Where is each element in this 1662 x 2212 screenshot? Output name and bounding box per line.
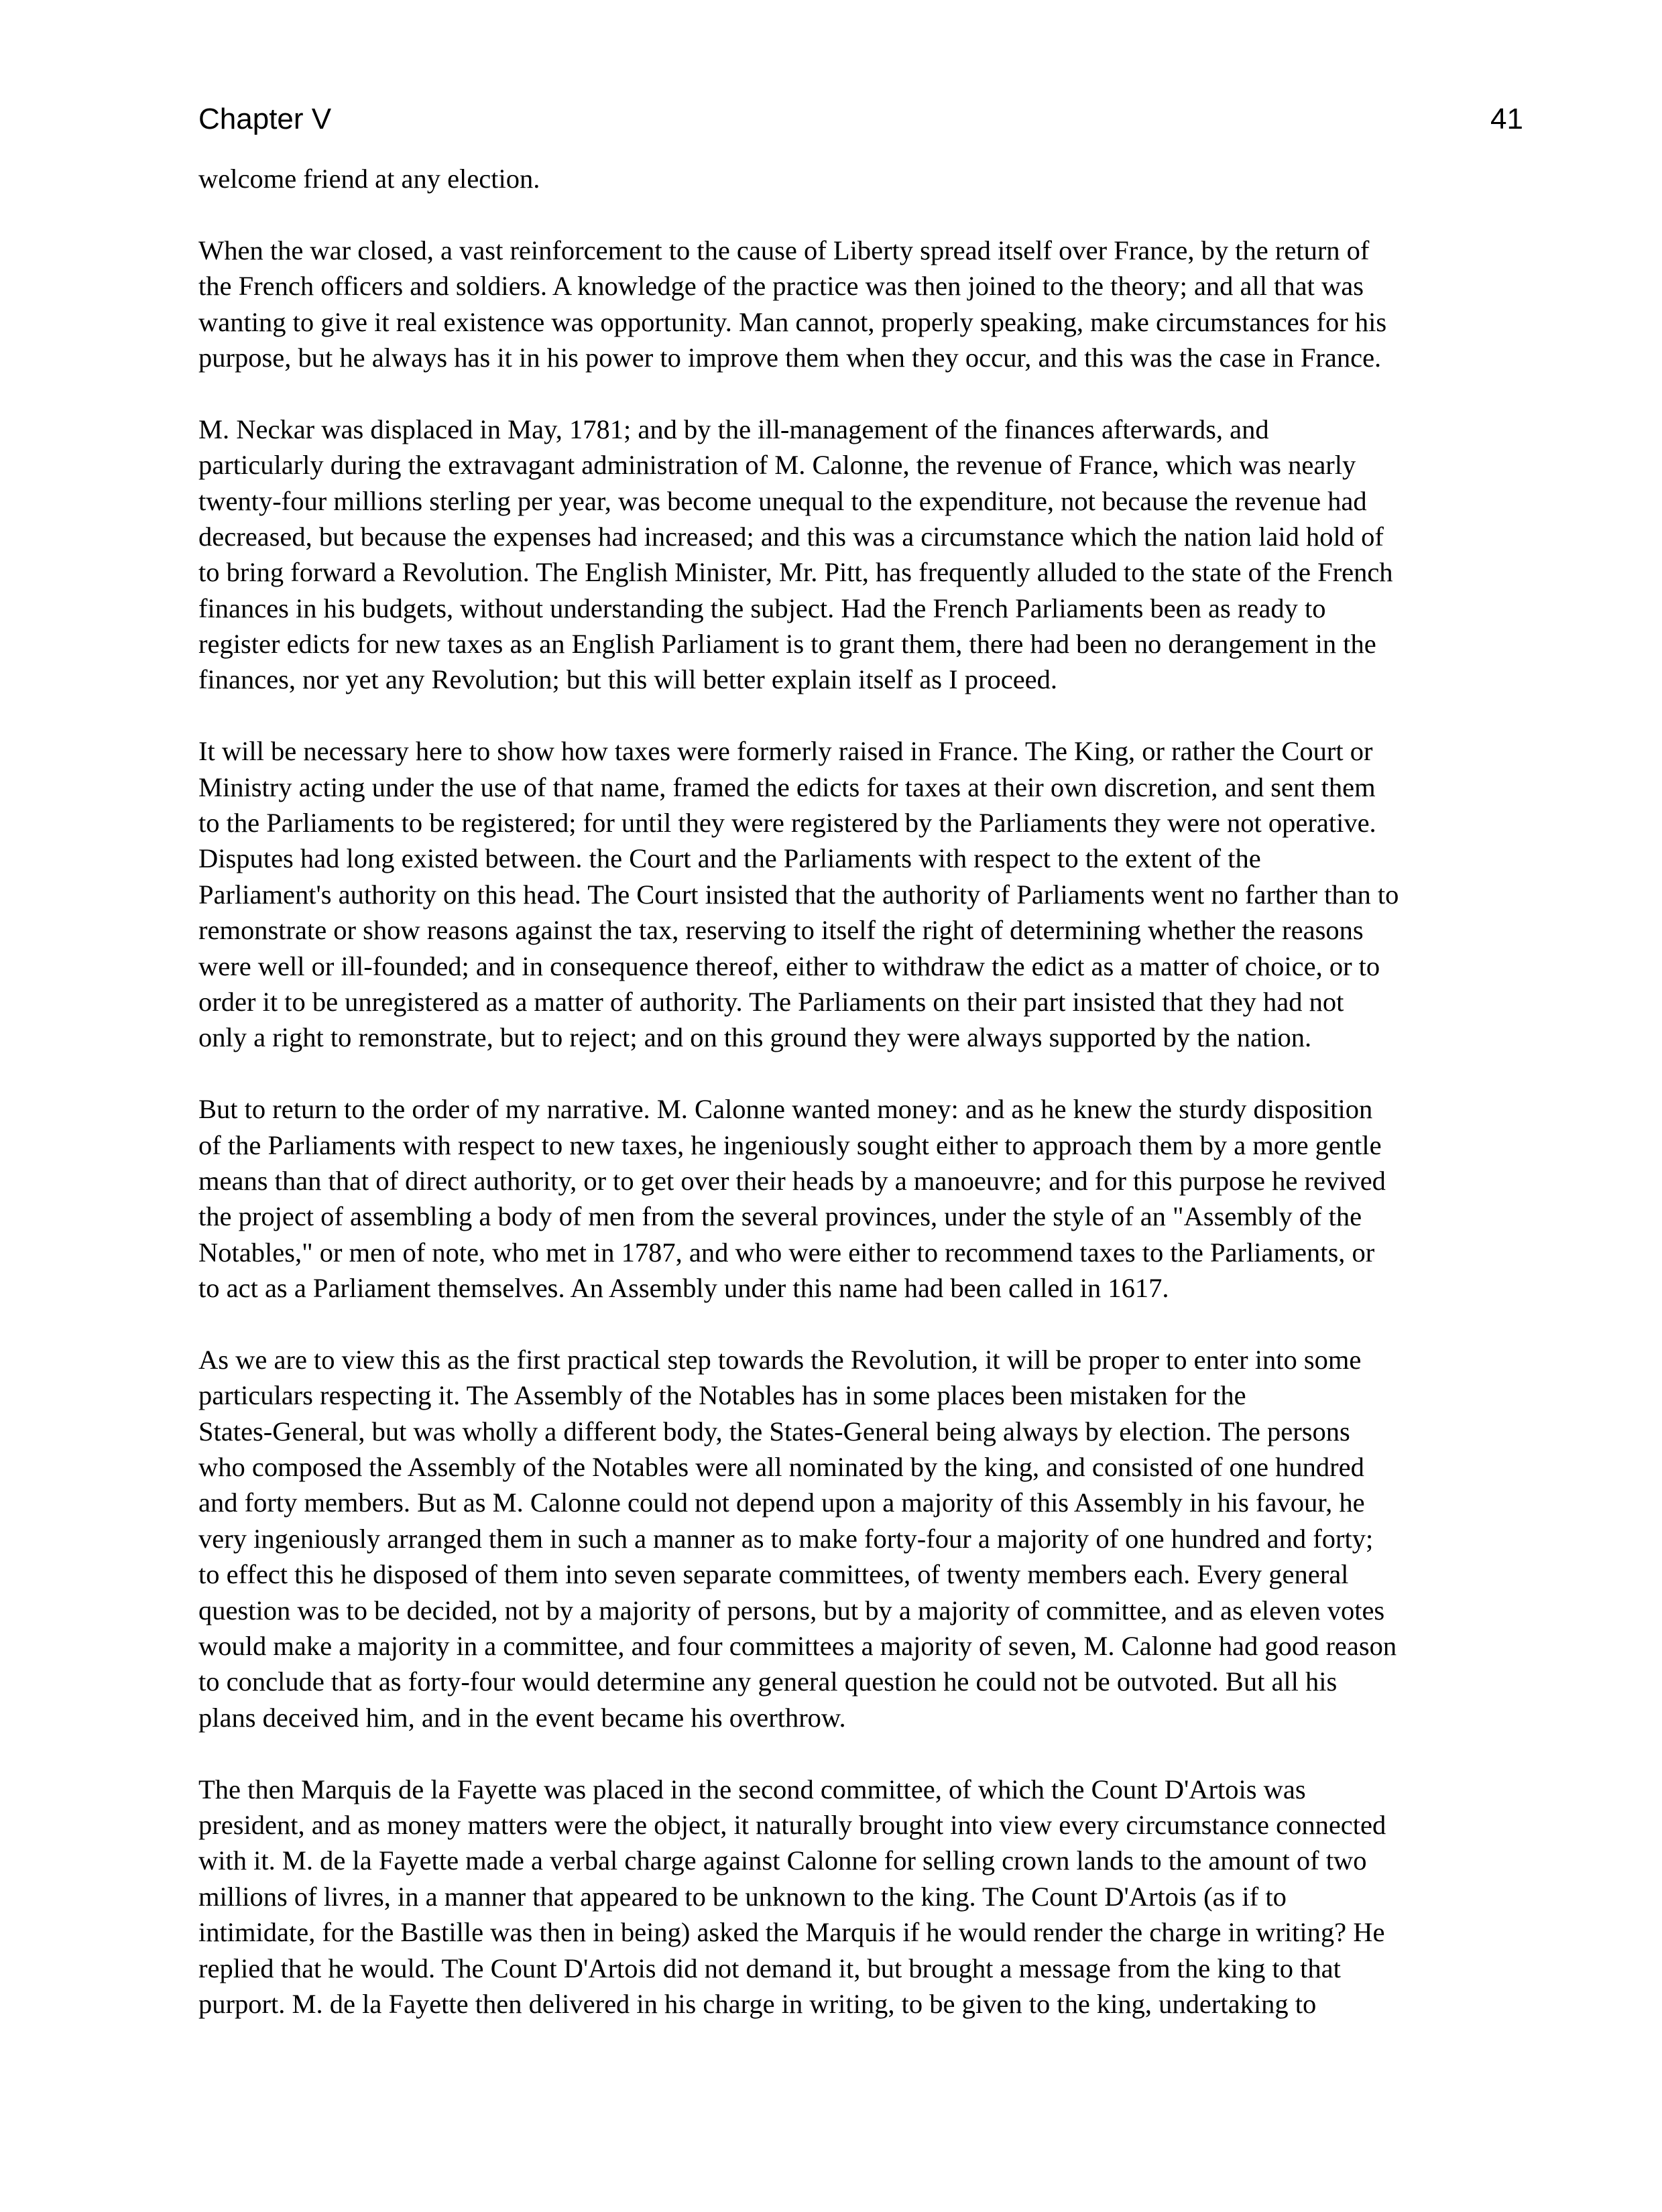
- paragraph: [198, 1772, 1523, 2022]
- text-line: M. Neckar was displaced in May, 1781; and by the ill-management of the finances afterwards, and: [198, 414, 1269, 444]
- text-line: the French officers and soldiers. A knowledge of the practice was then joined to the theory; and all that was: [198, 271, 1364, 302]
- text-line: were well or ill-founded; and in consequence thereof, either to withdraw the edict as a matter of choice, or to: [198, 950, 1380, 981]
- text-line: When the war closed, a vast reinforcement to the cause of Liberty spread itself over France, by the return of: [198, 235, 1370, 265]
- text-line: to bring forward a Revolution. The English Minister, Mr. Pitt, has frequently alluded to the state of the French: [198, 557, 1393, 588]
- paragraph: [198, 1342, 1523, 1735]
- text-line: Notables," or men of note, who met in 1787, and who were either to recommend taxes to the Parliaments, or: [198, 1237, 1375, 1268]
- text-line: millions of livres, in a manner that appeared to be unknown to the king. The Count D'Artois (as if to: [198, 1881, 1287, 1912]
- text-line: the project of assembling a body of men from the several provinces, under the style of an "Assembly of the: [198, 1201, 1362, 1232]
- text-line: wanting to give it real existence was opportunity. Man cannot, properly speaking, make circumstances for his: [198, 306, 1387, 337]
- text-line: purpose, but he always has it in his power to improve them when they occur, and this was the case in France.: [198, 342, 1382, 373]
- paragraph: [198, 412, 1523, 698]
- paragraph: [198, 161, 1523, 196]
- paragraph: [198, 233, 1523, 376]
- text-line: replied that he would. The Count D'Artois did not demand it, but brought a message from the king to that: [198, 1953, 1341, 1983]
- text-line: intimidate, for the Bastille was then in being) asked the Marquis if he would render the charge in writing? He: [198, 1917, 1385, 1948]
- text-line: to act as a Parliament themselves. An Assembly under this name had been called in 1617.: [198, 1273, 1169, 1304]
- text-line: to the Parliaments to be registered; for until they were registered by the Parliaments they were not operative.: [198, 808, 1376, 839]
- text-line: to conclude that as forty-four would determine any general question he could not be outvoted. But all his: [198, 1666, 1338, 1697]
- text-line: States-General, but was wholly a different body, the States-General being always by election. The persons: [198, 1416, 1350, 1447]
- text-line: of the Parliaments with respect to new taxes, he ingeniously sought either to approach them by a more gentle: [198, 1129, 1382, 1160]
- text-line: Parliament's authority on this head. The Court insisted that the authority of Parliaments went no farther than to: [198, 879, 1399, 910]
- text-line: only a right to remonstrate, but to reject; and on this ground they were always supported by the nation.: [198, 1022, 1312, 1053]
- text-line: finances in his budgets, without understanding the subject. Had the French Parliaments been as ready to: [198, 593, 1326, 623]
- text-line: But to return to the order of my narrative. M. Calonne wanted money: and as he knew the sturdy disposition: [198, 1094, 1373, 1125]
- text-line: decreased, but because the expenses had increased; and this was a circumstance which the nation laid hold of: [198, 521, 1384, 552]
- text-line: plans deceived him, and in the event became his overthrow.: [198, 1702, 846, 1733]
- text-line: means than that of direct authority, or to get over their heads by a manoeuvre; and for this purpose he revived: [198, 1165, 1386, 1196]
- text-line: register edicts for new taxes as an English Parliament is to grant them, there had been no derangement in the: [198, 629, 1376, 660]
- text-line: question was to be decided, not by a majority of persons, but by a majority of committee, and as eleven votes: [198, 1595, 1385, 1625]
- page-number: 41: [1490, 103, 1523, 135]
- text-line: twenty-four millions sterling per year, was become unequal to the expenditure, not because the revenue had: [198, 485, 1367, 516]
- text-line: with it. M. de la Fayette made a verbal charge against Calonne for selling crown lands to the amount of two: [198, 1845, 1367, 1876]
- chapter-title: Chapter V: [198, 103, 332, 135]
- text-line: would make a majority in a committee, and four committees a majority of seven, M. Calonne had good reason: [198, 1631, 1397, 1662]
- text-line: finances, nor yet any Revolution; but this will better explain itself as I proceed.: [198, 664, 1058, 695]
- running-header: [198, 99, 1523, 139]
- text-line: to effect this he disposed of them into seven separate committees, of twenty members each. Every general: [198, 1559, 1349, 1590]
- text-line: and forty members. But as M. Calonne could not depend upon a majority of this Assembly in his favour, he: [198, 1487, 1365, 1518]
- body-text: [198, 161, 1523, 2022]
- text-line: Disputes had long existed between. the Court and the Parliaments with respect to the extent of the: [198, 843, 1261, 874]
- text-line: particulars respecting it. The Assembly of the Notables has in some places been mistaken for the: [198, 1380, 1246, 1411]
- text-line: order it to be unregistered as a matter of authority. The Parliaments on their part insisted that they had not: [198, 986, 1344, 1017]
- text-line: remonstrate or show reasons against the tax, reserving to itself the right of determining whether the reasons: [198, 915, 1364, 946]
- paragraph: [198, 733, 1523, 1056]
- text-line: As we are to view this as the first practical step towards the Revolution, it will be proper to enter into some: [198, 1344, 1362, 1375]
- text-line: It will be necessary here to show how taxes were formerly raised in France. The King, or rather the Court or: [198, 736, 1373, 767]
- text-line: very ingeniously arranged them in such a manner as to make forty-four a majority of one hundred and forty;: [198, 1523, 1374, 1554]
- text-line: president, and as money matters were the object, it naturally brought into view every circumstance connected: [198, 1809, 1386, 1840]
- text-line: particularly during the extravagant administration of M. Calonne, the revenue of France, which was nearly: [198, 450, 1356, 481]
- text-line: welcome friend at any election.: [198, 164, 540, 194]
- text-line: purport. M. de la Fayette then delivered in his charge in writing, to be given to the king, undertaking to: [198, 1988, 1317, 2019]
- text-line: who composed the Assembly of the Notables were all nominated by the king, and consisted of one hundred: [198, 1452, 1364, 1483]
- text-line: The then Marquis de la Fayette was placed in the second committee, of which the Count D'Artois was: [198, 1774, 1306, 1804]
- paragraph: [198, 1091, 1523, 1306]
- text-line: Ministry acting under the use of that name, framed the edicts for taxes at their own discretion, and sent them: [198, 772, 1376, 802]
